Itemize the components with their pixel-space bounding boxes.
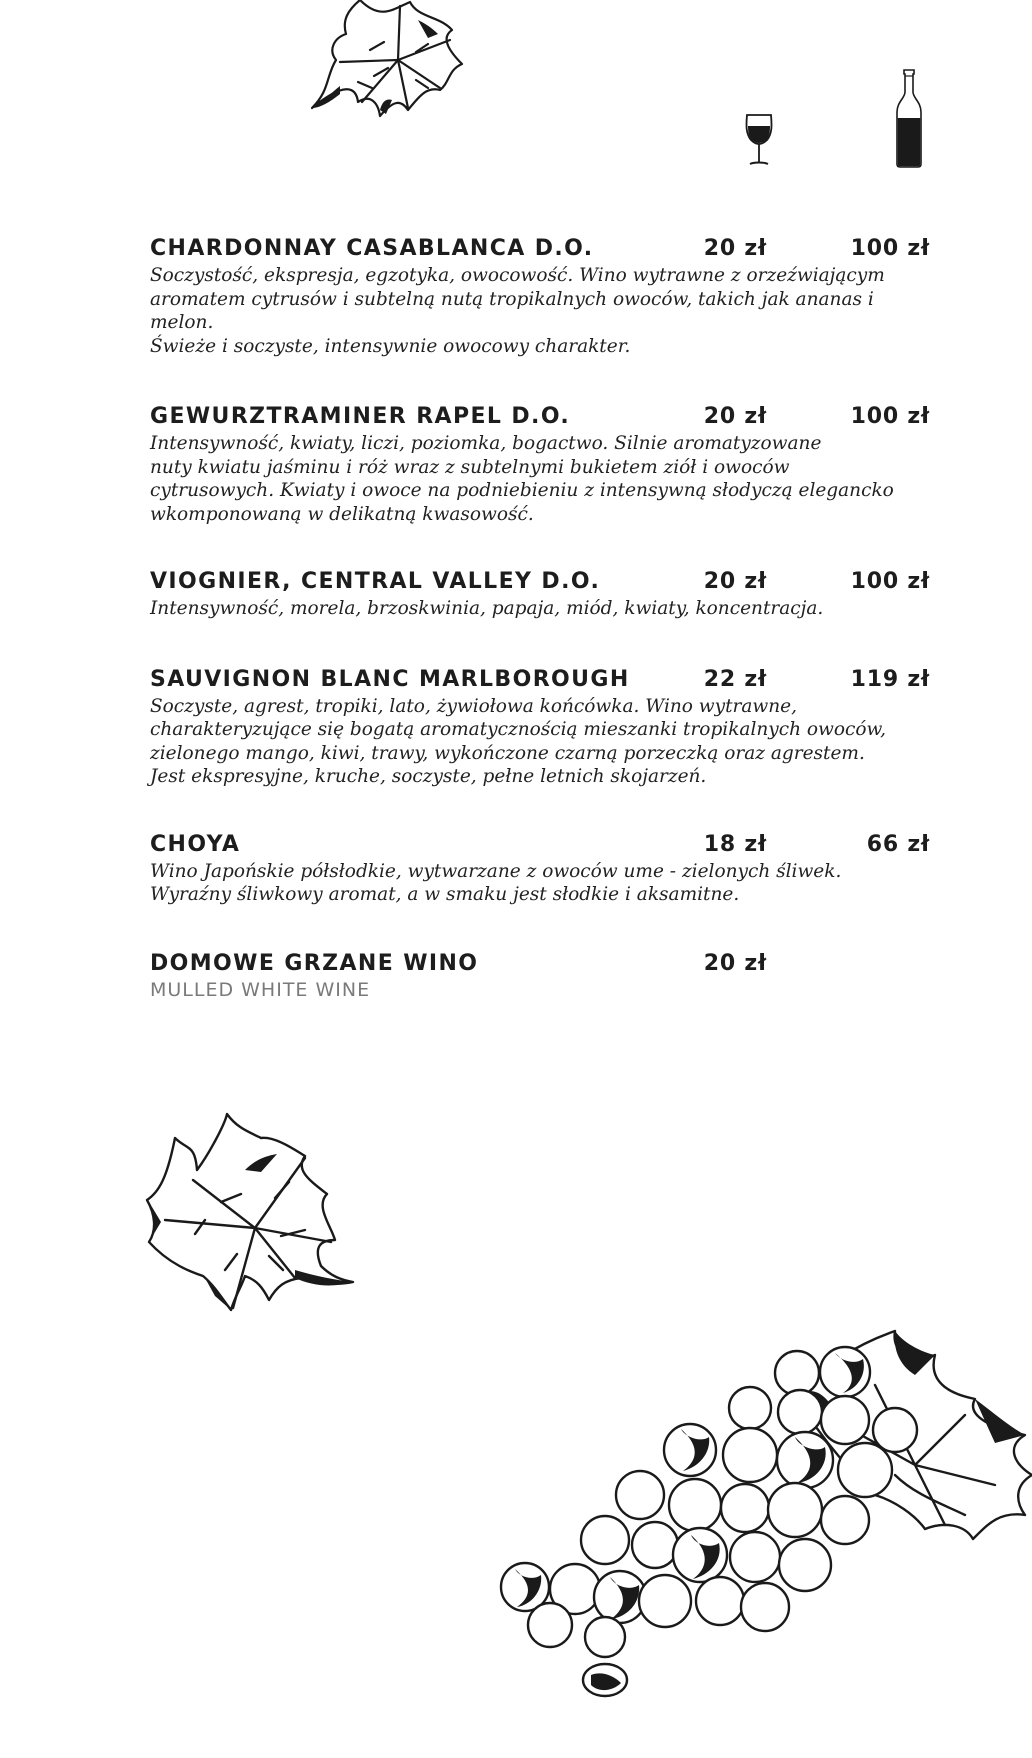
- wine-glass-icon: [742, 112, 776, 168]
- desc-line: Wyraźny śliwkowy aromat, a w smaku jest słodkie i aksamitne.: [150, 884, 740, 905]
- desc-line: Intensywność, morela, brzoskwinia, papaja, miód, kwiaty, koncentracja.: [150, 598, 824, 619]
- menu-item-sauvignon-blanc: [150, 667, 930, 789]
- item-description: [150, 264, 930, 358]
- glass-price: 20 zł: [703, 569, 767, 594]
- desc-line: zielonego mango, kiwi, trawy, wykończone czarną porzeczką oraz agrestem.: [150, 742, 865, 764]
- wine-bottle-icon: [893, 68, 925, 168]
- item-subtitle: MULLED WHITE WINE: [150, 978, 371, 1001]
- glass-price: 18 zł: [703, 831, 767, 857]
- item-name: CHOYA: [150, 831, 241, 857]
- desc-line: wkomponowaną w delikatną kwasowość.: [150, 503, 534, 525]
- item-name: CHARDONNAY CASABLANCA D.O.: [150, 236, 594, 261]
- bottle-price: 119 zł: [850, 666, 930, 692]
- desc-line: aromatem cytrusów i subtelną nutą tropikalnych owoców, takich jak ananas i melon.: [150, 288, 874, 333]
- bottle-price: 100 zł: [850, 404, 930, 429]
- desc-line: cytrusowych. Kwiaty i owoce na podniebieniu z intensywną słodyczą elegancko: [150, 480, 894, 501]
- item-name: DOMOWE GRZANE WINO: [150, 950, 479, 976]
- item-description: [150, 695, 930, 789]
- item-description: [150, 597, 930, 621]
- menu-item-choya: [150, 832, 930, 907]
- desc-line: charakteryzujące się bogatą aromatycznością mieszanki tropikalnych owoców,: [150, 719, 887, 740]
- item-description: [150, 860, 930, 907]
- glass-price: 22 zł: [703, 666, 767, 692]
- menu-item-viognier: [150, 569, 930, 621]
- bottle-price: 100 zł: [850, 569, 930, 594]
- desc-line: Jest ekspresyjne, kruche, soczyste, pełne letnich skojarzeń.: [150, 766, 707, 787]
- desc-line: Soczyste, agrest, tropiki, lato, żywiołowa końcówka. Wino wytrawne,: [150, 695, 797, 717]
- vine-leaf-icon: [145, 1110, 360, 1335]
- desc-line: Wino Japońskie półsłodkie, wytwarzane z owoców ume - zielonych śliwek.: [150, 860, 842, 882]
- glass-price: 20 zł: [703, 236, 767, 261]
- glass-price: 20 zł: [703, 404, 767, 429]
- desc-line: Świeże i soczyste, intensywnie owocowy charakter.: [150, 335, 631, 357]
- item-name: GEWURZTRAMINER RAPEL D.O.: [150, 404, 571, 429]
- vine-leaf-icon: [300, 0, 480, 145]
- item-name: SAUVIGNON BLANC MARLBOROUGH: [150, 666, 630, 692]
- grape-cluster-icon: [495, 1325, 1032, 1715]
- menu-item-gewurztraminer: [150, 404, 930, 526]
- bottle-price: 66 zł: [866, 831, 930, 857]
- menu-item-chardonnay: [150, 236, 930, 358]
- item-name: VIOGNIER, CENTRAL VALLEY D.O.: [150, 569, 601, 594]
- desc-line: Soczystość, ekspresja, egzotyka, owocowość. Wino wytrawne z orzeźwiającym: [150, 265, 885, 286]
- bottle-price: 100 zł: [850, 236, 930, 261]
- desc-line: nuty kwiatu jaśminu i róż wraz z subtelnymi bukietem ziół i owoców: [150, 456, 790, 478]
- glass-price: 20 zł: [703, 950, 767, 976]
- desc-line: Intensywność, kwiaty, liczi, poziomka, bogactwo. Silnie aromatyzowane: [150, 433, 822, 454]
- menu-item-mulled-wine: [150, 951, 930, 1001]
- item-description: [150, 432, 930, 526]
- wine-list: [150, 236, 930, 1001]
